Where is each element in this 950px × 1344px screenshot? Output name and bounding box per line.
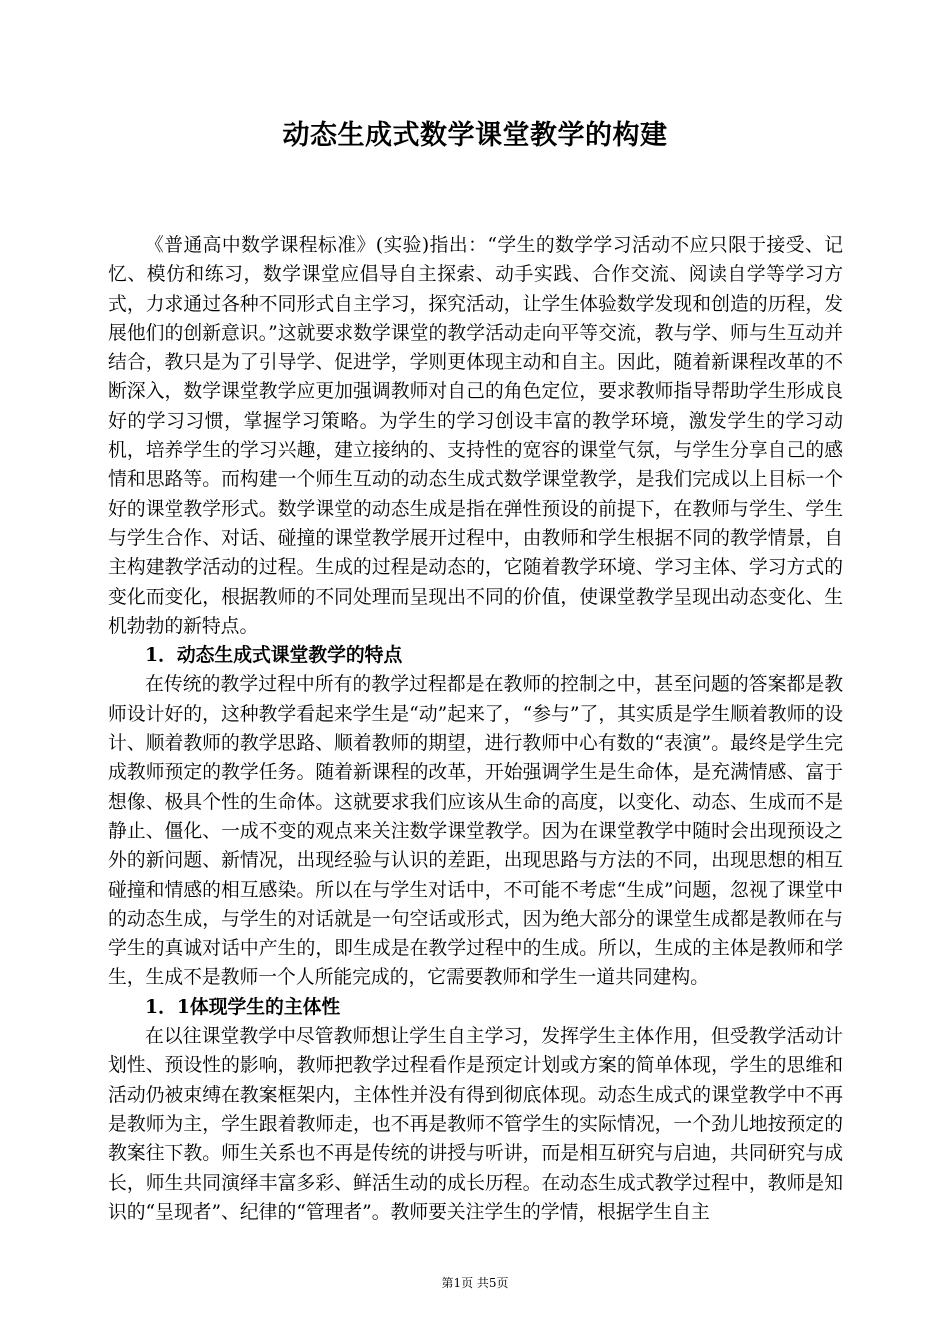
- intro-paragraph: 《普通高中数学课程标准》(实验)指出：“学生的数学学习活动不应只限于接受、记忆、模仿和练习，数学课堂应倡导自主探索、动手实践、合作交流、阅读自学等学习方式，力求通过各种不同形式自主学习，探究活动，让学生体验数学发现和创造的历程，发展他们的创新意识。”这就要求数学课堂的教学活动走向平等交流，教与学、师与生互动并结合，教只是为了引导学、促进学，学则更体现主动和自主。因此，随着新课程改革的不断深入，数学课堂教学应更加强调教师对自己的角色定位，要求教师指导帮助学生形成良好的学习习惯，掌握学习策略。为学生的学习创设丰富的教学环境，激发学生的学习动机，培养学生的学习兴趣，建立接纳的、支持性的宽容的课堂气氛，与学生分享自己的感情和思路等。而构建一个师生互动的动态生成式数学课堂教学，是我们完成以上目标一个好的课堂教学形式。数学课堂的动态生成是指在弹性预设的前提下，在教师与学生、学生与学生合作、对话、碰撞的课堂教学展开过程中，由教师和学生根据不同的教学情景，自主构建教学活动的过程。生成的过程是动态的，它随着教学环境、学习主体、学习方式的变化而变化，根据教师的不同处理而呈现出不同的价值，使课堂教学呈现出动态变化、生机勃勃的新特点。: [108, 235, 843, 637]
- section-1-paragraph: 在传统的教学过程中所有的教学过程都是在教师的控制之中，甚至问题的答案都是教师设计好的，这种教学看起来学生是“动”起来了，“参与”了，其实质是学生顺着教师的设计、顺着教师的教学思路、顺着教师的期望，进行教师中心有数的“表演”。最终是学生完成教师预定的教学任务。随着新课程的改革，开始强调学生是生命体，是充满情感、富于想像、极具个性的生命体。这就要求我们应该从生命的高度，以变化、动态、生成而不是静止、僵化、一成不变的观点来关注数学课堂教学。因为在课堂教学中随时会出现预设之外的新问题、新情况，出现经验与认识的差距，出现思路与方法的不同，出现思想的相互碰撞和情感的相互感染。所以在与学生对话中，不可能不考虑“生成”问题，忽视了课堂中的动态生成，与学生的对话就是一句空话或形式，因为绝大部分的课堂生成都是教师在与学生的真诚对话中产生的，即生成是在教学过程中的生成。所以，生成的主体是教师和学生，生成不是教师一个人所能完成的，它需要教师和学生一道共同建构。: [108, 674, 843, 989]
- subsection-1-1-paragraph: 在以往课堂教学中尽管教师想让学生自主学习，发挥学生主体作用，但受教学活动计划性、预设性的影响，教师把教学过程看作是预定计划或方案的简单体现，学生的思维和活动仍被束缚在教案框架内，主体性并没有得到彻底体现。动态生成式的课堂教学中不再是教师为主，学生跟着教师走，也不再是教师不管学生的实际情况，一个劲儿地按预定的教案往下教。师生关系也不再是传统的讲授与听讲，而是相互研究与启迪，共同研究与成长，师生共同演绎丰富多彩、鲜活生动的成长历程。在动态生成式教学过程中，教师是知识的“呈现者”、纪律的“管理者”。教师要关注学生的学情，根据学生自主: [108, 1026, 843, 1223]
- document-body: [108, 231, 843, 1227]
- page-footer: 第1页 共5页: [441, 1276, 509, 1290]
- section-heading-1: 1．动态生成式课堂教学的特点: [145, 644, 403, 667]
- document-title: 动态生成式数学课堂教学的构建: [282, 120, 668, 151]
- subsection-heading-1-1: 1．1体现学生的主体性: [145, 995, 341, 1018]
